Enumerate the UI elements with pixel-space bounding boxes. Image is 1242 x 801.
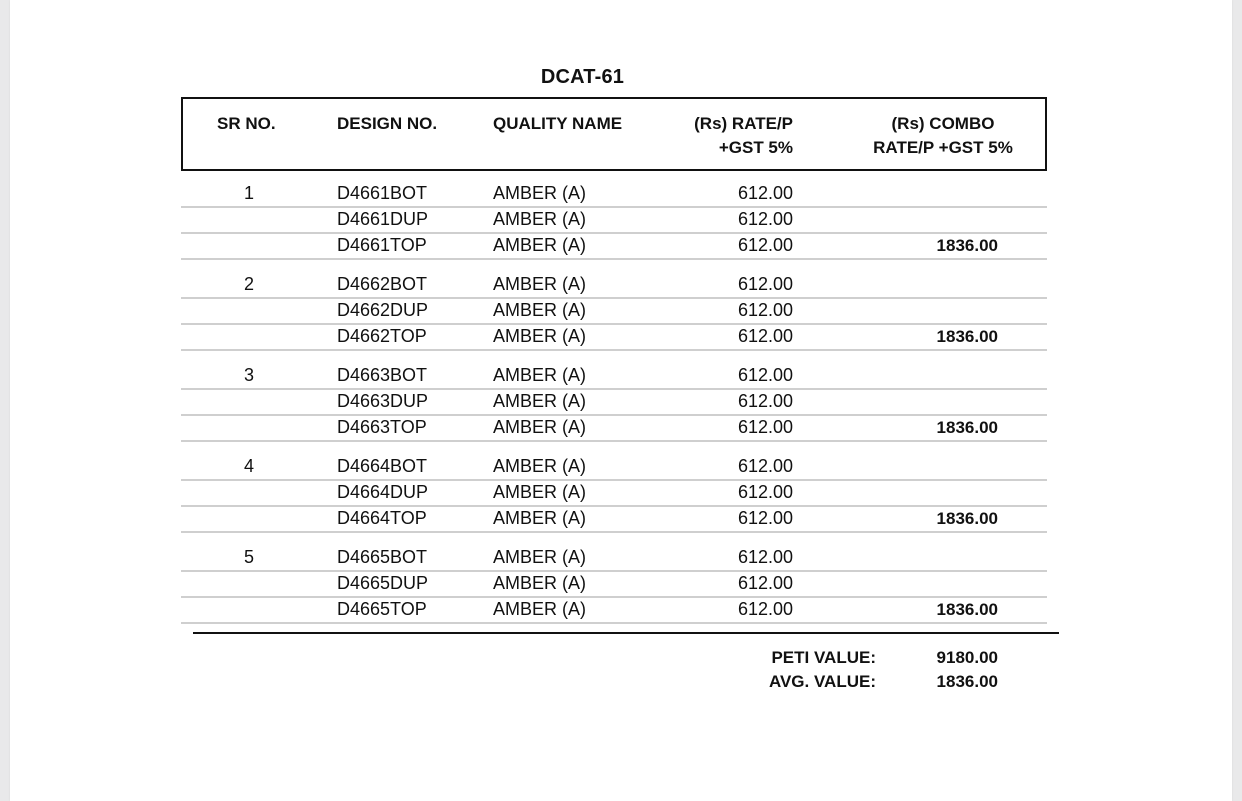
- peti-value-label: PETI VALUE:: [771, 648, 876, 667]
- design-no-cell: D4665TOP: [337, 599, 427, 619]
- rate-cell: 612.00: [737, 482, 793, 502]
- sr-no-cell: 3: [243, 365, 254, 385]
- rate-cell: 612.00: [737, 547, 793, 567]
- rate-cell: 612.00: [737, 274, 793, 294]
- header-combo-line1: (Rs) COMBO: [891, 114, 995, 133]
- header-design-no: DESIGN NO.: [337, 114, 438, 133]
- rate-cell: 612.00: [737, 365, 793, 385]
- rate-cell: 612.00: [737, 508, 793, 528]
- avg-value: 1836.00: [936, 672, 998, 691]
- table-row: [181, 388, 1047, 416]
- peti-value: 9180.00: [936, 648, 998, 667]
- rate-cell: 612.00: [737, 599, 793, 619]
- rate-cell: 612.00: [737, 183, 793, 203]
- table-row: [181, 505, 1047, 533]
- table-row: [181, 180, 1047, 208]
- table-row: [181, 453, 1047, 481]
- rate-cell: 612.00: [737, 326, 793, 346]
- combo-rate-cell: 1836.00: [936, 236, 998, 255]
- quality-name-cell: AMBER (A): [493, 326, 587, 346]
- document-title: DCAT-61: [540, 66, 625, 88]
- table-row: [181, 297, 1047, 325]
- header-combo-line2: RATE/P +GST 5%: [873, 138, 1013, 157]
- combo-rate-cell: 1836.00: [936, 600, 998, 619]
- rate-cell: 612.00: [737, 300, 793, 320]
- quality-name-cell: AMBER (A): [493, 573, 587, 593]
- sr-no-cell: 5: [243, 547, 254, 567]
- design-no-cell: D4665BOT: [337, 547, 428, 567]
- combo-rate-cell: 1836.00: [936, 327, 998, 346]
- document-page: [10, 0, 1232, 801]
- quality-name-cell: AMBER (A): [493, 209, 587, 229]
- quality-name-cell: AMBER (A): [493, 183, 587, 203]
- sr-no-cell: 4: [243, 456, 254, 476]
- quality-name-cell: AMBER (A): [493, 508, 587, 528]
- rate-cell: 612.00: [737, 456, 793, 476]
- quality-name-cell: AMBER (A): [493, 391, 587, 411]
- table-row: [181, 323, 1047, 351]
- design-no-cell: D4662DUP: [337, 300, 429, 320]
- sr-no-cell: 2: [243, 274, 254, 294]
- table-header: [181, 97, 1047, 171]
- rate-cell: 612.00: [737, 417, 793, 437]
- header-rate-line1: (Rs) RATE/P: [694, 114, 793, 133]
- design-no-cell: D4662BOT: [337, 274, 428, 294]
- combo-rate-cell: 1836.00: [936, 509, 998, 528]
- header-sr-no: SR NO.: [217, 114, 276, 133]
- header-rate-line2: +GST 5%: [718, 138, 793, 157]
- design-no-cell: D4663TOP: [337, 417, 427, 437]
- quality-name-cell: AMBER (A): [493, 547, 587, 567]
- table-row: [181, 232, 1047, 260]
- table-row: [181, 596, 1047, 624]
- design-no-cell: D4664TOP: [337, 508, 427, 528]
- quality-name-cell: AMBER (A): [493, 417, 587, 437]
- quality-name-cell: AMBER (A): [493, 300, 587, 320]
- rate-cell: 612.00: [737, 235, 793, 255]
- design-no-cell: D4663BOT: [337, 365, 428, 385]
- design-no-cell: D4665DUP: [337, 573, 429, 593]
- quality-name-cell: AMBER (A): [493, 482, 587, 502]
- quality-name-cell: AMBER (A): [493, 599, 587, 619]
- header-combo-rate: [833, 112, 1053, 160]
- rate-cell: 612.00: [737, 573, 793, 593]
- table-row: [181, 362, 1047, 390]
- total-divider: [193, 632, 1059, 634]
- header-rate: [694, 112, 793, 160]
- table-row: [181, 479, 1047, 507]
- quality-name-cell: AMBER (A): [493, 365, 587, 385]
- table-row: [181, 271, 1047, 299]
- quality-name-cell: AMBER (A): [493, 456, 587, 476]
- rate-cell: 612.00: [737, 209, 793, 229]
- design-no-cell: D4663DUP: [337, 391, 429, 411]
- table-row: [181, 570, 1047, 598]
- design-no-cell: D4661DUP: [337, 209, 429, 229]
- design-no-cell: D4661BOT: [337, 183, 428, 203]
- sr-no-cell: 1: [243, 183, 254, 203]
- quality-name-cell: AMBER (A): [493, 274, 587, 294]
- design-no-cell: D4661TOP: [337, 235, 427, 255]
- header-quality-name: QUALITY NAME: [493, 114, 623, 133]
- table-row: [181, 544, 1047, 572]
- table-row: [181, 414, 1047, 442]
- table-row: [181, 206, 1047, 234]
- design-no-cell: D4662TOP: [337, 326, 427, 346]
- rate-cell: 612.00: [737, 391, 793, 411]
- avg-value-label: AVG. VALUE:: [768, 672, 876, 691]
- design-no-cell: D4664BOT: [337, 456, 428, 476]
- design-no-cell: D4664DUP: [337, 482, 429, 502]
- combo-rate-cell: 1836.00: [936, 418, 998, 437]
- quality-name-cell: AMBER (A): [493, 235, 587, 255]
